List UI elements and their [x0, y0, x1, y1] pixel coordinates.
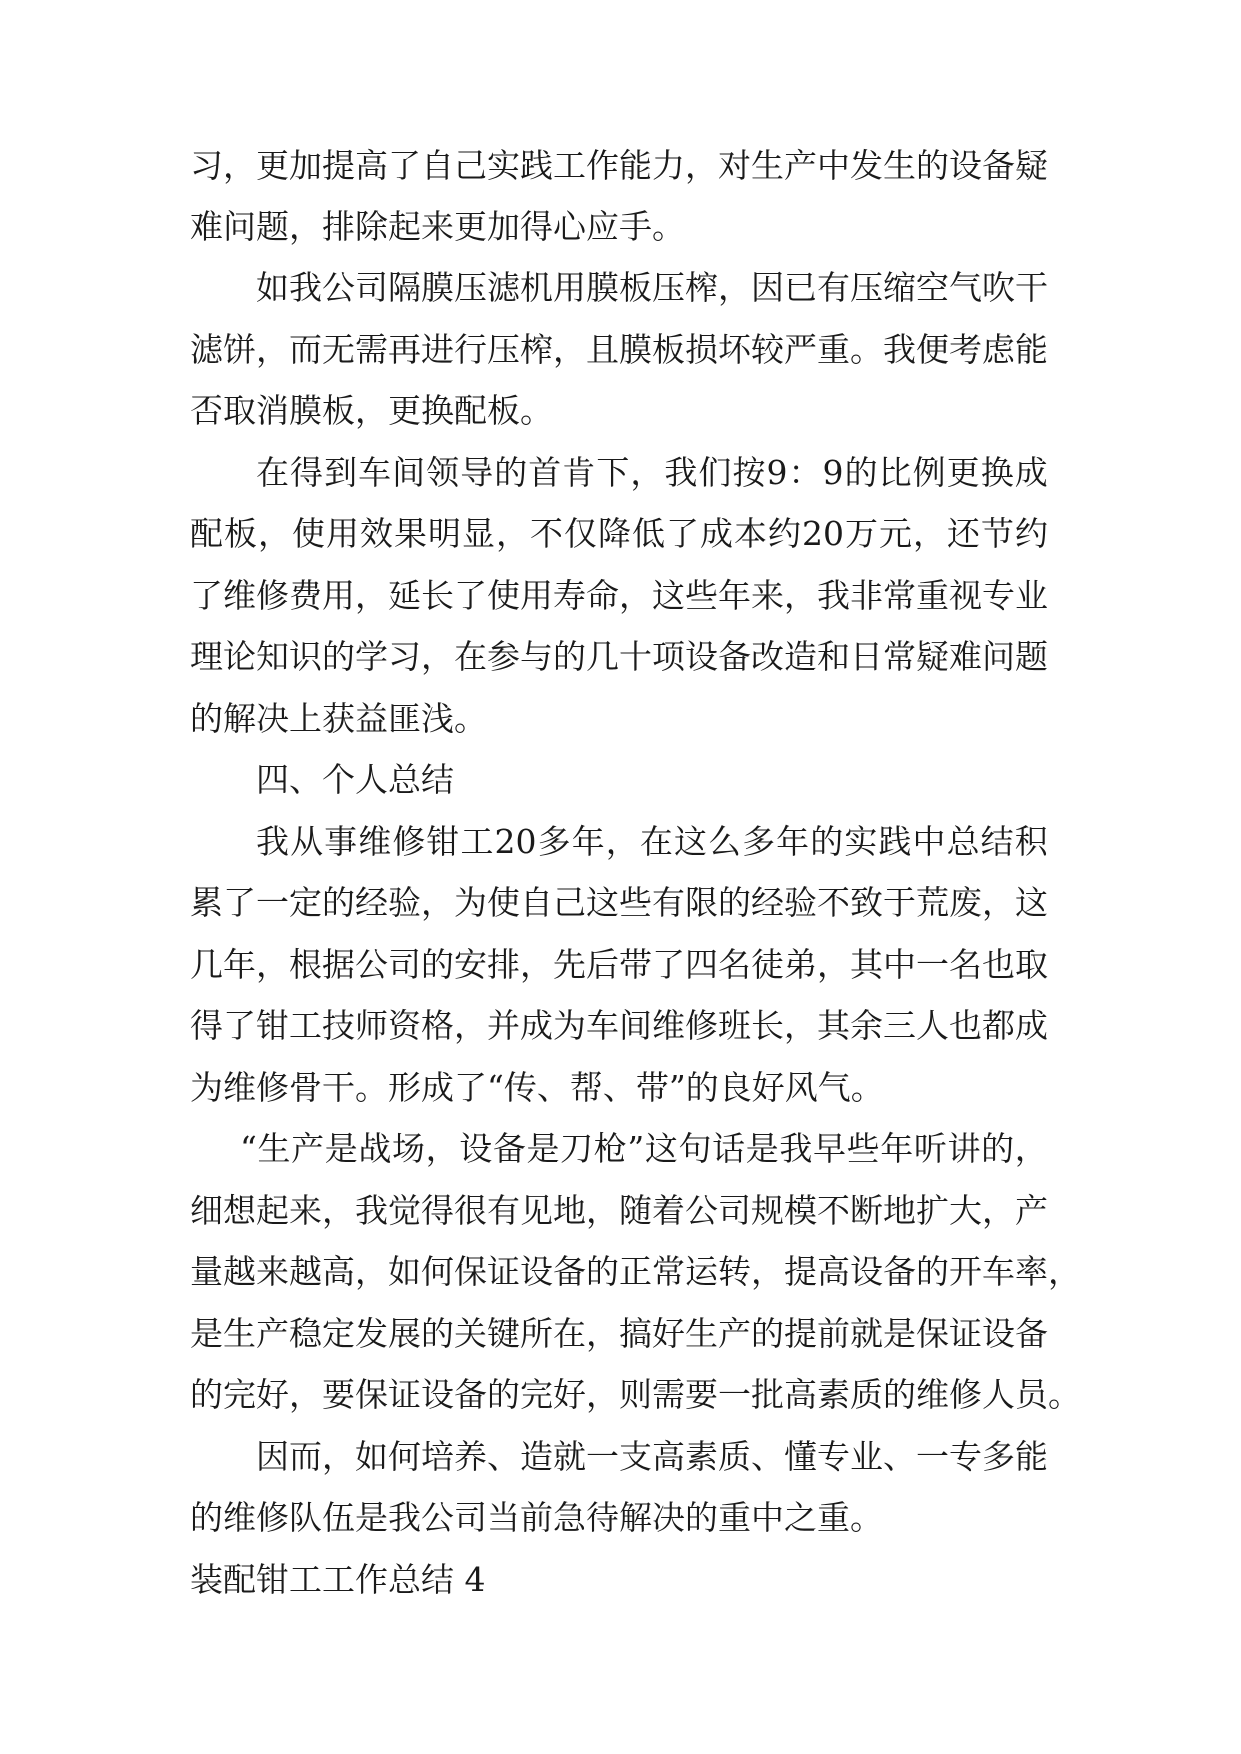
text-line-3: 如 我 公 司 隔 膜 压 滤 机 用 膜 板 压 榨 ， 因 已 有 压 缩 空 气 吹 干 [256, 268, 1048, 307]
text-line-8: 了 维 修 费 用 ， 延 长 了 使 用 寿 命 ， 这 些 年 来 ， 我 非 常 重 视 专 业 [190, 576, 1048, 615]
text-line-19: 量 越 来 越 高 ， 如 何 保 证 设 备 的 正 常 运 转 ， 提 高 设 备 的 开 车 率 ， [190, 1252, 1081, 1291]
text-line-15: 得 了 钳 工 技 师 资 格 ， 并 成 为 车 间 维 修 班 长 ， 其 余 三 人 也 都 成 [190, 1006, 1048, 1045]
next-section-title: 装配钳工工作总结 4 [190, 1560, 486, 1599]
text-line-7: 配 板 ， 使 用 效 果 明 显 ， 不 仅 降 低 了 成 本 约 20 万 元 ， 还 节 约 [190, 514, 1048, 553]
text-line-20: 是 生 产 稳 定 发 展 的 关 键 所 在 ， 搞 好 生 产 的 提 前 就 是 保 证 设 备 [190, 1314, 1048, 1353]
text-line-4: 滤 饼 ， 而 无 需 再 进 行 压 榨 ， 且 膜 板 损 坏 较 严 重 。 我 便 考 虑 能 [190, 330, 1048, 369]
text-line-18: 细 想 起 来 ， 我 觉 得 很 有 见 地 ， 随 着 公 司 规 模 不 断 地 扩 大 ， 产 [190, 1191, 1048, 1230]
text-line-5: 否取消膜板，更换配板。 [190, 391, 553, 430]
text-line-10: 的解决上获益匪浅。 [190, 699, 487, 738]
text-line-9: 理 论 知 识 的 学 习 ， 在 参 与 的 几 十 项 设 备 改 造 和 日 常 疑 难 问 题 [190, 637, 1048, 676]
text-line-1: 习 ， 更 加 提 高 了 自 己 实 践 工 作 能 力 ， 对 生 产 中 发 生 的 设 备 疑 [190, 146, 1048, 185]
text-line-16: 为维修骨干。形成了“传、帮、带”的良好风气。 [190, 1068, 884, 1107]
text-line-2: 难问题，排除起来更加得心应手。 [190, 207, 685, 246]
text-line-17: “ 生 产 是 战 场 ， 设 备 是 刀 枪 ” 这 句 话 是 我 早 些 年 听 讲 的 ， [240, 1129, 1048, 1168]
text-line-12: 我 从 事 维 修 钳 工 20 多 年 ， 在 这 么 多 年 的 实 践 中 总 结 积 [256, 822, 1048, 861]
text-line-6: 在 得 到 车 间 领 导 的 首 肯 下 ， 我 们 按 9 ： 9 的 比 例 更 换 成 [256, 453, 1048, 492]
text-line-13: 累 了 一 定 的 经 验 ， 为 使 自 己 这 些 有 限 的 经 验 不 致 于 荒 废 ， 这 [190, 883, 1048, 922]
text-line-23: 的维修队伍是我公司当前急待解决的重中之重。 [190, 1498, 883, 1537]
text-line-21: 的 完 好 ， 要 保 证 设 备 的 完 好 ， 则 需 要 一 批 高 素 质 的 维 修 人 员 。 [190, 1375, 1081, 1414]
text-line-14: 几 年 ， 根 据 公 司 的 安 排 ， 先 后 带 了 四 名 徒 弟 ， 其 中 一 名 也 取 [190, 945, 1048, 984]
text-line-22: 因 而 ， 如 何 培 养 、 造 就 一 支 高 素 质 、 懂 专 业 、 一 专 多 能 [256, 1437, 1048, 1476]
section-heading: 四、个人总结 [256, 760, 454, 799]
